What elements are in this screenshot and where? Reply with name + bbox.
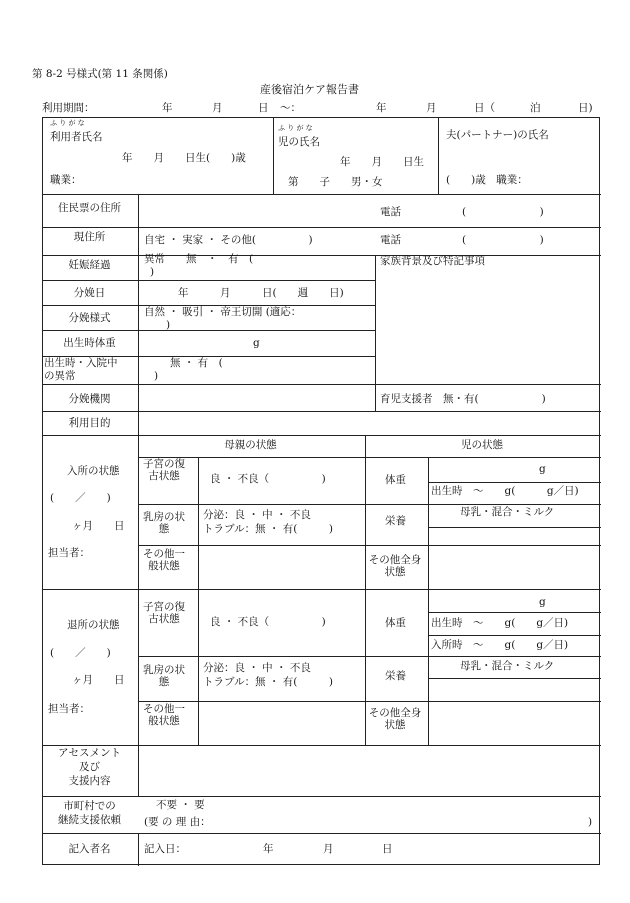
exit-secretion: 分泌：良 ・ 中 ・ 不良 bbox=[203, 662, 311, 674]
child-state-header: 児の状態 bbox=[461, 439, 503, 451]
exit-breast-label: 乳房の状態 bbox=[143, 664, 185, 689]
husband-age-job: ( )歳 職業： bbox=[446, 174, 528, 186]
abnormal-close: ) bbox=[154, 370, 159, 382]
entry-uterus-label: 子宮の復古状態 bbox=[143, 458, 185, 483]
period-year: 年 bbox=[162, 102, 173, 114]
exit-state-label: 退所の状態 bbox=[67, 619, 120, 631]
user-name-label: 利用者氏名 bbox=[50, 131, 103, 143]
exit-weight-label: 体重 bbox=[385, 617, 406, 629]
request-label-2: 継続支援依頼 bbox=[58, 814, 121, 826]
nights-unit: 泊 bbox=[530, 102, 541, 114]
entry-weight-label: 体重 bbox=[385, 474, 406, 486]
exit-nutrition-label: 栄養 bbox=[385, 670, 406, 682]
address-label: 住民票の住所 bbox=[58, 202, 121, 214]
period-day: 日 bbox=[258, 102, 269, 114]
pregnancy-close: ) bbox=[150, 266, 155, 278]
entry-state-label: 入所の状態 bbox=[67, 465, 120, 477]
exit-other-label: その他一般状態 bbox=[143, 703, 185, 728]
page-title: 産後宿泊ケア報告書 bbox=[260, 83, 359, 96]
exit-entry-weight: 入所時 ～ g( g／日) bbox=[431, 639, 569, 651]
pregnancy-label: 妊娠経過 bbox=[68, 259, 111, 271]
entry-other-label: その他一般状態 bbox=[143, 548, 185, 573]
child-name-label: 児の氏名 bbox=[278, 136, 320, 148]
entry-date-year: 年 bbox=[263, 843, 274, 855]
entry-child-other-label: その他全身状態 bbox=[368, 554, 422, 579]
writer-label: 記入者名 bbox=[68, 843, 111, 855]
entry-date-slash: ( ／ ) bbox=[50, 492, 111, 504]
assessment-label-2: 及び bbox=[79, 761, 100, 773]
entry-milk: 母乳・混合・ミルク bbox=[460, 506, 555, 518]
phone-paren-2: ( ) bbox=[462, 234, 544, 246]
assessment-label-3: 支援内容 bbox=[68, 775, 111, 787]
purpose-label: 利用目的 bbox=[68, 417, 111, 429]
phone-label-2: 電話 bbox=[380, 234, 401, 246]
entry-date-label: 記入日： bbox=[144, 843, 186, 855]
exit-uterus-label: 子宮の復古状態 bbox=[143, 601, 185, 626]
entry-date-day: 日 bbox=[382, 843, 393, 855]
exit-date-slash: ( ／ ) bbox=[50, 647, 111, 659]
period-month-2: 月 bbox=[426, 102, 437, 114]
period-day-2: 日（ bbox=[474, 102, 495, 114]
childcare-support-label: 育児支援者 無・有( ) bbox=[380, 393, 546, 405]
furigana-user: ふ り が な bbox=[50, 119, 85, 127]
entry-trouble: トラブル：無 ・ 有( ) bbox=[203, 523, 333, 535]
entry-date-month: 月 bbox=[323, 843, 334, 855]
exit-weight-unit: g bbox=[539, 596, 546, 608]
phone-paren: ( ) bbox=[462, 206, 544, 218]
period-month: 月 bbox=[212, 102, 223, 114]
user-birth: 年 月 日生( )歳 bbox=[122, 152, 246, 164]
delivery-date-value: 年 月 日( 週 日) bbox=[178, 287, 344, 299]
exit-months-days: ヶ月 日 bbox=[72, 674, 125, 686]
exit-uterus-value: 良 ・ 不良（ ) bbox=[210, 616, 326, 628]
family-label: 家族背景及び特記事項 bbox=[380, 255, 485, 267]
period-label: 利用期間： bbox=[42, 102, 95, 114]
request-label-1: 市町村での bbox=[63, 800, 116, 812]
facility-label: 分娩機関 bbox=[68, 393, 111, 405]
delivery-type-close: ) bbox=[166, 319, 171, 331]
abnormal-value: 無 ・ 有 ( bbox=[170, 357, 223, 369]
request-need: 不要 ・ 要 bbox=[156, 799, 205, 811]
child-birth: 年 月 日生 bbox=[340, 156, 424, 168]
entry-staff-label: 担当者： bbox=[48, 547, 90, 559]
exit-child-other-label: その他全身状態 bbox=[368, 707, 422, 732]
current-address-value: 自宅 ・ 実家 ・ その他( ) bbox=[144, 234, 313, 246]
phone-label: 電話 bbox=[380, 206, 401, 218]
furigana-child: ふ り が な bbox=[278, 124, 313, 132]
mother-state-header: 母親の状態 bbox=[224, 439, 277, 451]
entry-breast-label: 乳房の状態 bbox=[143, 511, 185, 536]
pregnancy-value: 異常 無 ・ 有 ( bbox=[144, 253, 254, 265]
nights-close: 日) bbox=[578, 102, 593, 114]
birth-weight-label: 出生時体重 bbox=[63, 337, 116, 349]
exit-milk: 母乳・混合・ミルク bbox=[460, 660, 555, 672]
assessment-label-1: アセスメント bbox=[58, 747, 121, 759]
request-reason-close: ) bbox=[588, 816, 593, 828]
child-order: 第 子 男・女 bbox=[288, 176, 383, 188]
abnormal-label-1: 出生時・入院中 bbox=[44, 357, 118, 369]
birth-weight-unit: g bbox=[253, 337, 260, 349]
form-number: 第 8-2 号様式(第 11 条関係) bbox=[32, 68, 168, 80]
period-year-2: 年 bbox=[376, 102, 387, 114]
entry-nutrition-label: 栄養 bbox=[385, 515, 406, 527]
entry-birth-weight: 出生時 ～ g( g／日) bbox=[431, 485, 579, 497]
user-job-label: 職業： bbox=[50, 174, 82, 186]
entry-uterus-value: 良 ・ 不良（ ) bbox=[210, 473, 326, 485]
entry-weight-unit: g bbox=[539, 463, 546, 475]
delivery-type-value: 自然 ・ 吸引 ・ 帝王切開 (適応： bbox=[144, 306, 302, 318]
entry-months-days: ヶ月 日 bbox=[72, 520, 125, 532]
exit-trouble: トラブル：無 ・ 有( ) bbox=[203, 676, 333, 688]
current-address-label: 現住所 bbox=[73, 231, 106, 243]
husband-name-label: 夫(パートナー)の氏名 bbox=[446, 129, 549, 141]
period-tilde: ～： bbox=[280, 102, 301, 114]
delivery-date-label: 分娩日 bbox=[73, 287, 106, 299]
delivery-type-label: 分娩様式 bbox=[68, 312, 111, 324]
request-reason: (要 の 理 由： bbox=[144, 816, 211, 828]
abnormal-label-2: の異常 bbox=[44, 370, 76, 382]
exit-birth-weight: 出生時 ～ g( g／日) bbox=[431, 617, 569, 629]
entry-secretion: 分泌：良 ・ 中 ・ 不良 bbox=[203, 509, 311, 521]
exit-staff-label: 担当者： bbox=[48, 703, 90, 715]
